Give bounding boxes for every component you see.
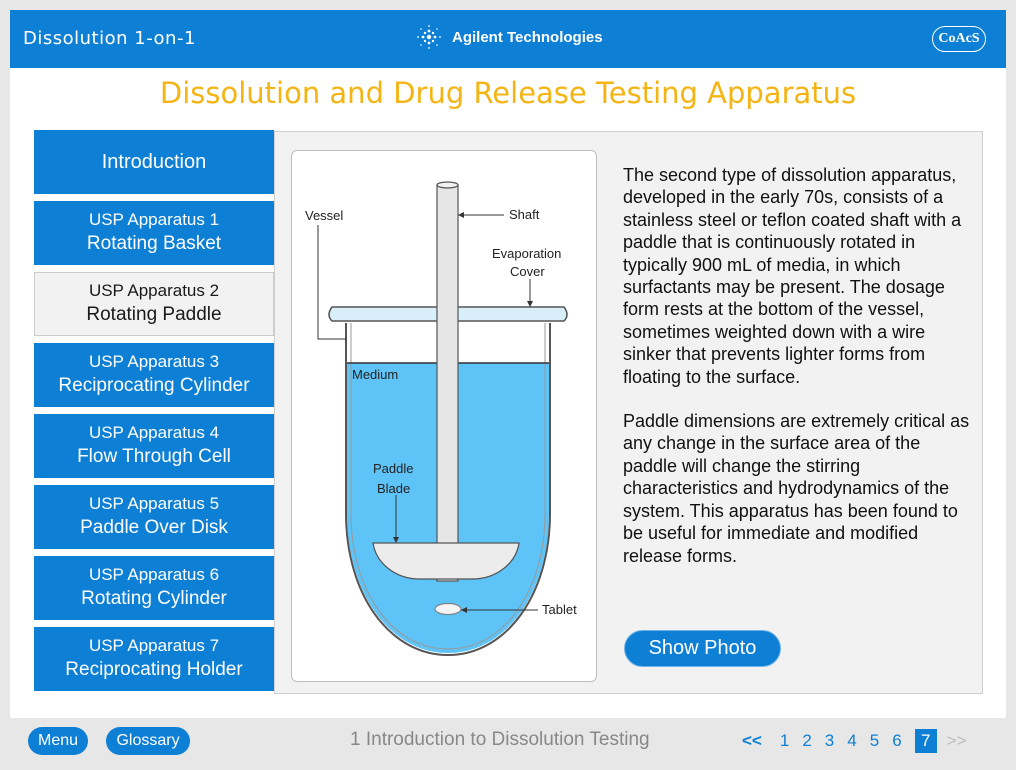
label-cover: Cover [510,264,545,279]
label-vessel: Vessel [305,208,344,223]
diagram-svg [292,151,597,682]
brand-name: Agilent Technologies [452,28,603,46]
pagination [742,727,980,755]
nav-item-line1: USP Apparatus 1 [88,210,220,229]
apparatus-nav [34,130,274,698]
label-blade: Blade [377,481,411,496]
brand-logo [414,22,603,52]
nav-item-line1: USP Apparatus 3 [88,352,220,371]
agilent-spark-icon [414,22,444,52]
nav-item-line1: USP Apparatus 7 [88,636,220,655]
label-tablet: Tablet [542,602,577,617]
nav-item-line1: USP Apparatus 4 [88,423,220,442]
label-paddle: Paddle [373,461,414,476]
nav-item-line2: Rotating Basket [86,233,222,254]
tablet [435,604,461,615]
page-link-current[interactable]: 7 [915,729,937,753]
nav-item-usp-2[interactable] [34,272,274,336]
nav-item-line2: Flow Through Cell [77,446,231,467]
coacs-logo: CoAcS [932,26,986,52]
glossary-button[interactable]: Glossary [106,727,190,755]
description-paragraph-2: Paddle dimensions are extremely critical as any change in the surface area of the paddle will change the stirring characteristics and hydrodynamics of the system. This apparatus has been found to be useful for immediate and modified release forms. [623,411,970,566]
nav-item-usp-7[interactable] [34,627,274,691]
course-title: 1 Introduction to Dissolution Testing [350,729,650,750]
app-title: Dissolution 1-on-1 [23,28,196,49]
label-evaporation: Evaporation [492,246,562,261]
nav-item-line2: Reciprocating Cylinder [58,375,250,396]
menu-button[interactable]: Menu [28,727,88,755]
description-paragraph-1: The second type of dissolution apparatus, developed in the early 70s, consists of a stainless steel or teflon coated shaft with a paddle that is continuously rotated in typically 900 mL of media, in which surfactants may be present. The dosage form rests at the bottom of the vessel, sometimes weighted down with a wire sinker that prevents lighter forms from floating to the surface. [623,165,962,387]
page-link-5[interactable]: 5 [869,731,880,750]
nav-item-line2: Rotating Paddle [86,304,222,325]
nav-item-line1: USP Apparatus 5 [88,494,220,513]
nav-item-line2: Rotating Cylinder [81,588,227,609]
nav-item-line1: USP Apparatus 6 [88,565,220,584]
nav-item-line1: USP Apparatus 2 [88,281,220,300]
description-text [623,164,973,589]
page-link-2[interactable]: 2 [802,731,812,750]
next-page-button[interactable]: >> [946,731,967,750]
nav-item-usp-4[interactable] [34,414,274,478]
nav-item-usp-3[interactable] [34,343,274,407]
show-photo-button[interactable]: Show Photo [624,630,781,667]
top-header [10,10,1006,68]
page-title: Dissolution and Drug Release Testing Apparatus [159,76,857,110]
content-panel [274,131,983,694]
nav-item-label: Introduction [101,150,207,173]
nav-item-usp-5[interactable] [34,485,274,549]
page-link-1[interactable]: 1 [779,731,790,750]
label-medium: Medium [352,367,399,382]
nav-item-line2: Reciprocating Holder [65,659,243,680]
page-link-6[interactable]: 6 [892,731,902,750]
paddle-apparatus-diagram [291,150,597,682]
prev-page-button[interactable]: << [742,731,762,750]
nav-item-introduction[interactable] [34,130,274,194]
footer-bar [10,718,1006,762]
page-link-3[interactable]: 3 [824,731,835,750]
main-area [10,68,1006,718]
shaft [437,185,458,581]
nav-item-usp-1[interactable] [34,201,274,265]
label-shaft: Shaft [509,207,540,222]
nav-item-usp-6[interactable] [34,556,274,620]
page-link-4[interactable]: 4 [847,731,857,750]
nav-item-line2: Paddle Over Disk [80,517,228,538]
